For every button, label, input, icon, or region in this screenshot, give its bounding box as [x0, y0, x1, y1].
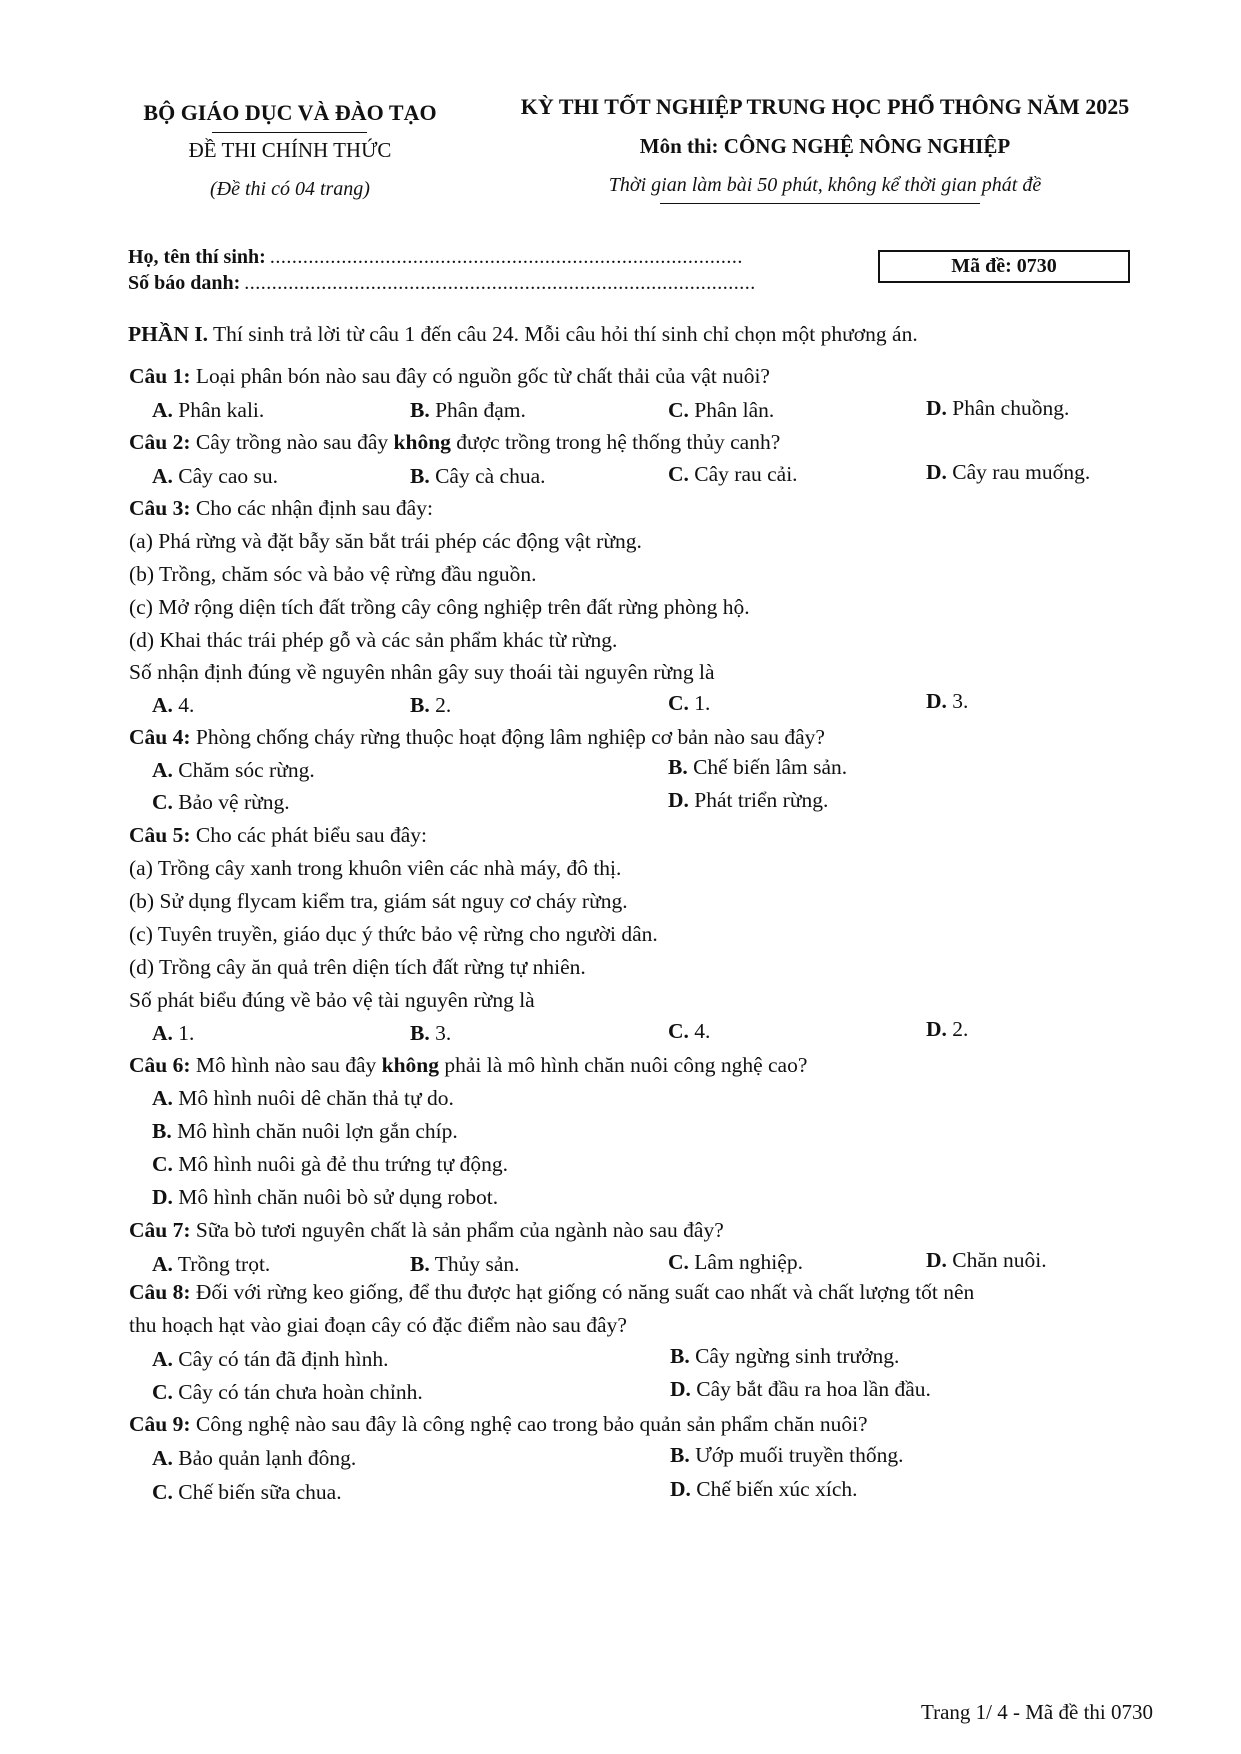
subject-label: Môn thi:	[639, 134, 719, 158]
exam-code: 0730	[1016, 255, 1057, 277]
q5-statement-c: (c) Tuyên truyền, giáo dục ý thức bảo vệ rừng cho người dân.	[129, 922, 658, 946]
q3-option-c[interactable]: C. 1.	[668, 691, 711, 715]
question-label: Câu 1:	[129, 364, 191, 388]
q1-option-b[interactable]: B. Phân đạm.	[410, 398, 526, 422]
ministry-underline	[212, 132, 367, 133]
candidate-id-dots: .............................................................................................	[244, 272, 756, 294]
question-text: Cho các nhận định sau đây:	[195, 496, 433, 520]
question-label: Câu 8:	[129, 1280, 191, 1304]
q9-option-c[interactable]: C. Chế biến sữa chua.	[152, 1480, 342, 1504]
q5-option-c[interactable]: C. 4.	[668, 1019, 711, 1043]
q8-option-b[interactable]: B. Cây ngừng sinh trưởng.	[670, 1344, 900, 1368]
q7-option-c[interactable]: C. Lâm nghiệp.	[668, 1250, 803, 1274]
question-text: Sữa bò tươi nguyên chất là sản phẩm của ngành nào sau đây?	[195, 1218, 724, 1242]
question-8	[129, 1276, 1181, 1309]
exam-code-label: Mã đề:	[951, 255, 1012, 277]
q3-option-a[interactable]: A. 4.	[152, 693, 195, 717]
q8-option-c[interactable]: C. Cây có tán chưa hoàn chỉnh.	[152, 1380, 423, 1404]
q3-option-d[interactable]: D. 3.	[926, 689, 969, 713]
q8-option-a[interactable]: A. Cây có tán đã định hình.	[152, 1347, 389, 1371]
q4-option-b[interactable]: B. Chế biến lâm sản.	[668, 755, 848, 779]
q6-option-a[interactable]: A. Mô hình nuôi dê chăn thả tự do.	[152, 1086, 454, 1110]
q1-option-d[interactable]: D. Phân chuồng.	[926, 396, 1070, 420]
time-underline	[660, 203, 980, 204]
q4-option-c[interactable]: C. Bảo vệ rừng.	[152, 790, 290, 814]
question-8-continued: thu hoạch hạt vào giai đoạn cây có đặc điểm nào sau đây?	[129, 1313, 627, 1337]
question-text: Đối với rừng keo giống, để thu được hạt giống có năng suất cao nhất và chất lượng tốt nên	[195, 1280, 975, 1304]
question-4	[129, 721, 1181, 754]
question-text: Công nghệ nào sau đây là công nghệ cao trong bảo quản sản phẩm chăn nuôi?	[195, 1412, 868, 1436]
q3-statement-a: (a) Phá rừng và đặt bẫy săn bắt trái phép các động vật rừng.	[129, 529, 642, 553]
q4-option-d[interactable]: D. Phát triển rừng.	[668, 788, 829, 812]
q5-option-a[interactable]: A. 1.	[152, 1021, 195, 1045]
q1-option-c[interactable]: C. Phân lân.	[668, 398, 775, 422]
pages-note: (Đề thi có 04 trang)	[210, 178, 370, 200]
q9-option-d[interactable]: D. Chế biến xúc xích.	[670, 1477, 858, 1501]
q6-option-b[interactable]: B. Mô hình chăn nuôi lợn gắn chíp.	[152, 1119, 458, 1143]
ministry-name: BỘ GIÁO DỤC VÀ ĐÀO TẠO	[143, 100, 437, 125]
question-label: Câu 3:	[129, 496, 191, 520]
question-7	[129, 1214, 1181, 1247]
q9-option-b[interactable]: B. Ướp muối truyền thống.	[670, 1443, 904, 1467]
question-label: Câu 5:	[129, 823, 191, 847]
part1-label: PHẦN I.	[128, 322, 209, 346]
question-5	[129, 819, 1181, 852]
q3-statement-b: (b) Trồng, chăm sóc và bảo vệ rừng đầu nguồn.	[129, 562, 537, 586]
q6-option-d[interactable]: D. Mô hình chăn nuôi bò sử dụng robot.	[152, 1185, 499, 1209]
q2-option-d[interactable]: D. Cây rau muống.	[926, 460, 1091, 484]
candidate-id-line	[128, 272, 756, 295]
q7-option-b[interactable]: B. Thủy sản.	[410, 1252, 520, 1276]
q5-option-b[interactable]: B. 3.	[410, 1021, 452, 1045]
question-1	[129, 360, 1181, 393]
question-label: Câu 9:	[129, 1412, 191, 1436]
q5-option-d[interactable]: D. 2.	[926, 1017, 969, 1041]
q2-option-b[interactable]: B. Cây cà chua.	[410, 464, 546, 488]
question-text: Phòng chống cháy rừng thuộc hoạt động lâm nghiệp cơ bản nào sau đây?	[195, 725, 825, 749]
q5-statement-a: (a) Trồng cây xanh trong khuôn viên các nhà máy, đô thị.	[129, 856, 622, 880]
q3-statement-c: (c) Mở rộng diện tích đất trồng cây công nghiệp trên đất rừng phòng hộ.	[129, 595, 750, 619]
question-9	[129, 1408, 1181, 1441]
question-label: Câu 6:	[129, 1053, 191, 1077]
q2-option-a[interactable]: A. Cây cao su.	[152, 464, 278, 488]
q2-option-c[interactable]: C. Cây rau cải.	[668, 462, 798, 486]
exam-title: KỲ THI TỐT NGHIỆP TRUNG HỌC PHỔ THÔNG NĂM 2025	[520, 94, 1130, 119]
question-6: Câu 6: Mô hình nào sau đây không phải là mô hình chăn nuôi công nghệ cao?	[129, 1053, 808, 1077]
q7-option-d[interactable]: D. Chăn nuôi.	[926, 1248, 1047, 1272]
question-label: Câu 7:	[129, 1218, 191, 1242]
q8-option-d[interactable]: D. Cây bắt đầu ra hoa lần đầu.	[670, 1377, 931, 1401]
candidate-name-dots: ......................................................................................	[269, 246, 743, 268]
part1-instructions	[128, 318, 918, 351]
q5-statement-d: (d) Trồng cây ăn quả trên diện tích đất rừng tự nhiên.	[129, 955, 586, 979]
subject-name: CÔNG NGHỆ NÔNG NGHIỆP	[723, 134, 1011, 158]
q4-option-a[interactable]: A. Chăm sóc rừng.	[152, 758, 315, 782]
q3-statement-d: (d) Khai thác trái phép gỗ và các sản phẩm khác từ rừng.	[129, 628, 618, 652]
q1-option-a[interactable]: A. Phân kali.	[152, 398, 265, 422]
q5-statement-b: (b) Sử dụng flycam kiểm tra, giám sát nguy cơ cháy rừng.	[129, 889, 628, 913]
exam-type: ĐỀ THI CHÍNH THỨC	[188, 138, 392, 162]
q5-stem: Số phát biểu đúng về bảo vệ tài nguyên rừng là	[129, 988, 535, 1012]
subject-line	[480, 134, 1170, 159]
candidate-id-label: Số báo danh:	[128, 272, 241, 294]
exam-code-box	[878, 250, 1130, 283]
part1-text: Thí sinh trả lời từ câu 1 đến câu 24. Mỗi câu hỏi thí sinh chỉ chọn một phương án.	[213, 322, 918, 346]
q3-option-b[interactable]: B. 2.	[410, 693, 452, 717]
q7-option-a[interactable]: A. Trồng trọt.	[152, 1252, 271, 1276]
candidate-name-label: Họ, tên thí sinh:	[128, 246, 266, 268]
page-footer: Trang 1/ 4 - Mã đề thi 0730	[921, 1700, 1153, 1724]
q9-option-a[interactable]: A. Bảo quản lạnh đông.	[152, 1446, 357, 1470]
question-text: Cho các phát biểu sau đây:	[195, 823, 427, 847]
question-label: Câu 4:	[129, 725, 191, 749]
time-note: Thời gian làm bài 50 phút, không kể thời gian phát đề	[608, 174, 1042, 196]
q6-option-c[interactable]: C. Mô hình nuôi gà đẻ thu trứng tự động.	[152, 1152, 508, 1176]
question-3	[129, 492, 1181, 525]
question-2: Câu 2: Cây trồng nào sau đây không được trồng trong hệ thống thủy canh?	[129, 430, 781, 454]
question-text: Loại phân bón nào sau đây có nguồn gốc từ chất thải của vật nuôi?	[195, 364, 770, 388]
q3-stem: Số nhận định đúng về nguyên nhân gây suy thoái tài nguyên rừng là	[129, 660, 715, 684]
candidate-name-line	[128, 246, 743, 269]
question-label: Câu 2:	[129, 430, 191, 454]
